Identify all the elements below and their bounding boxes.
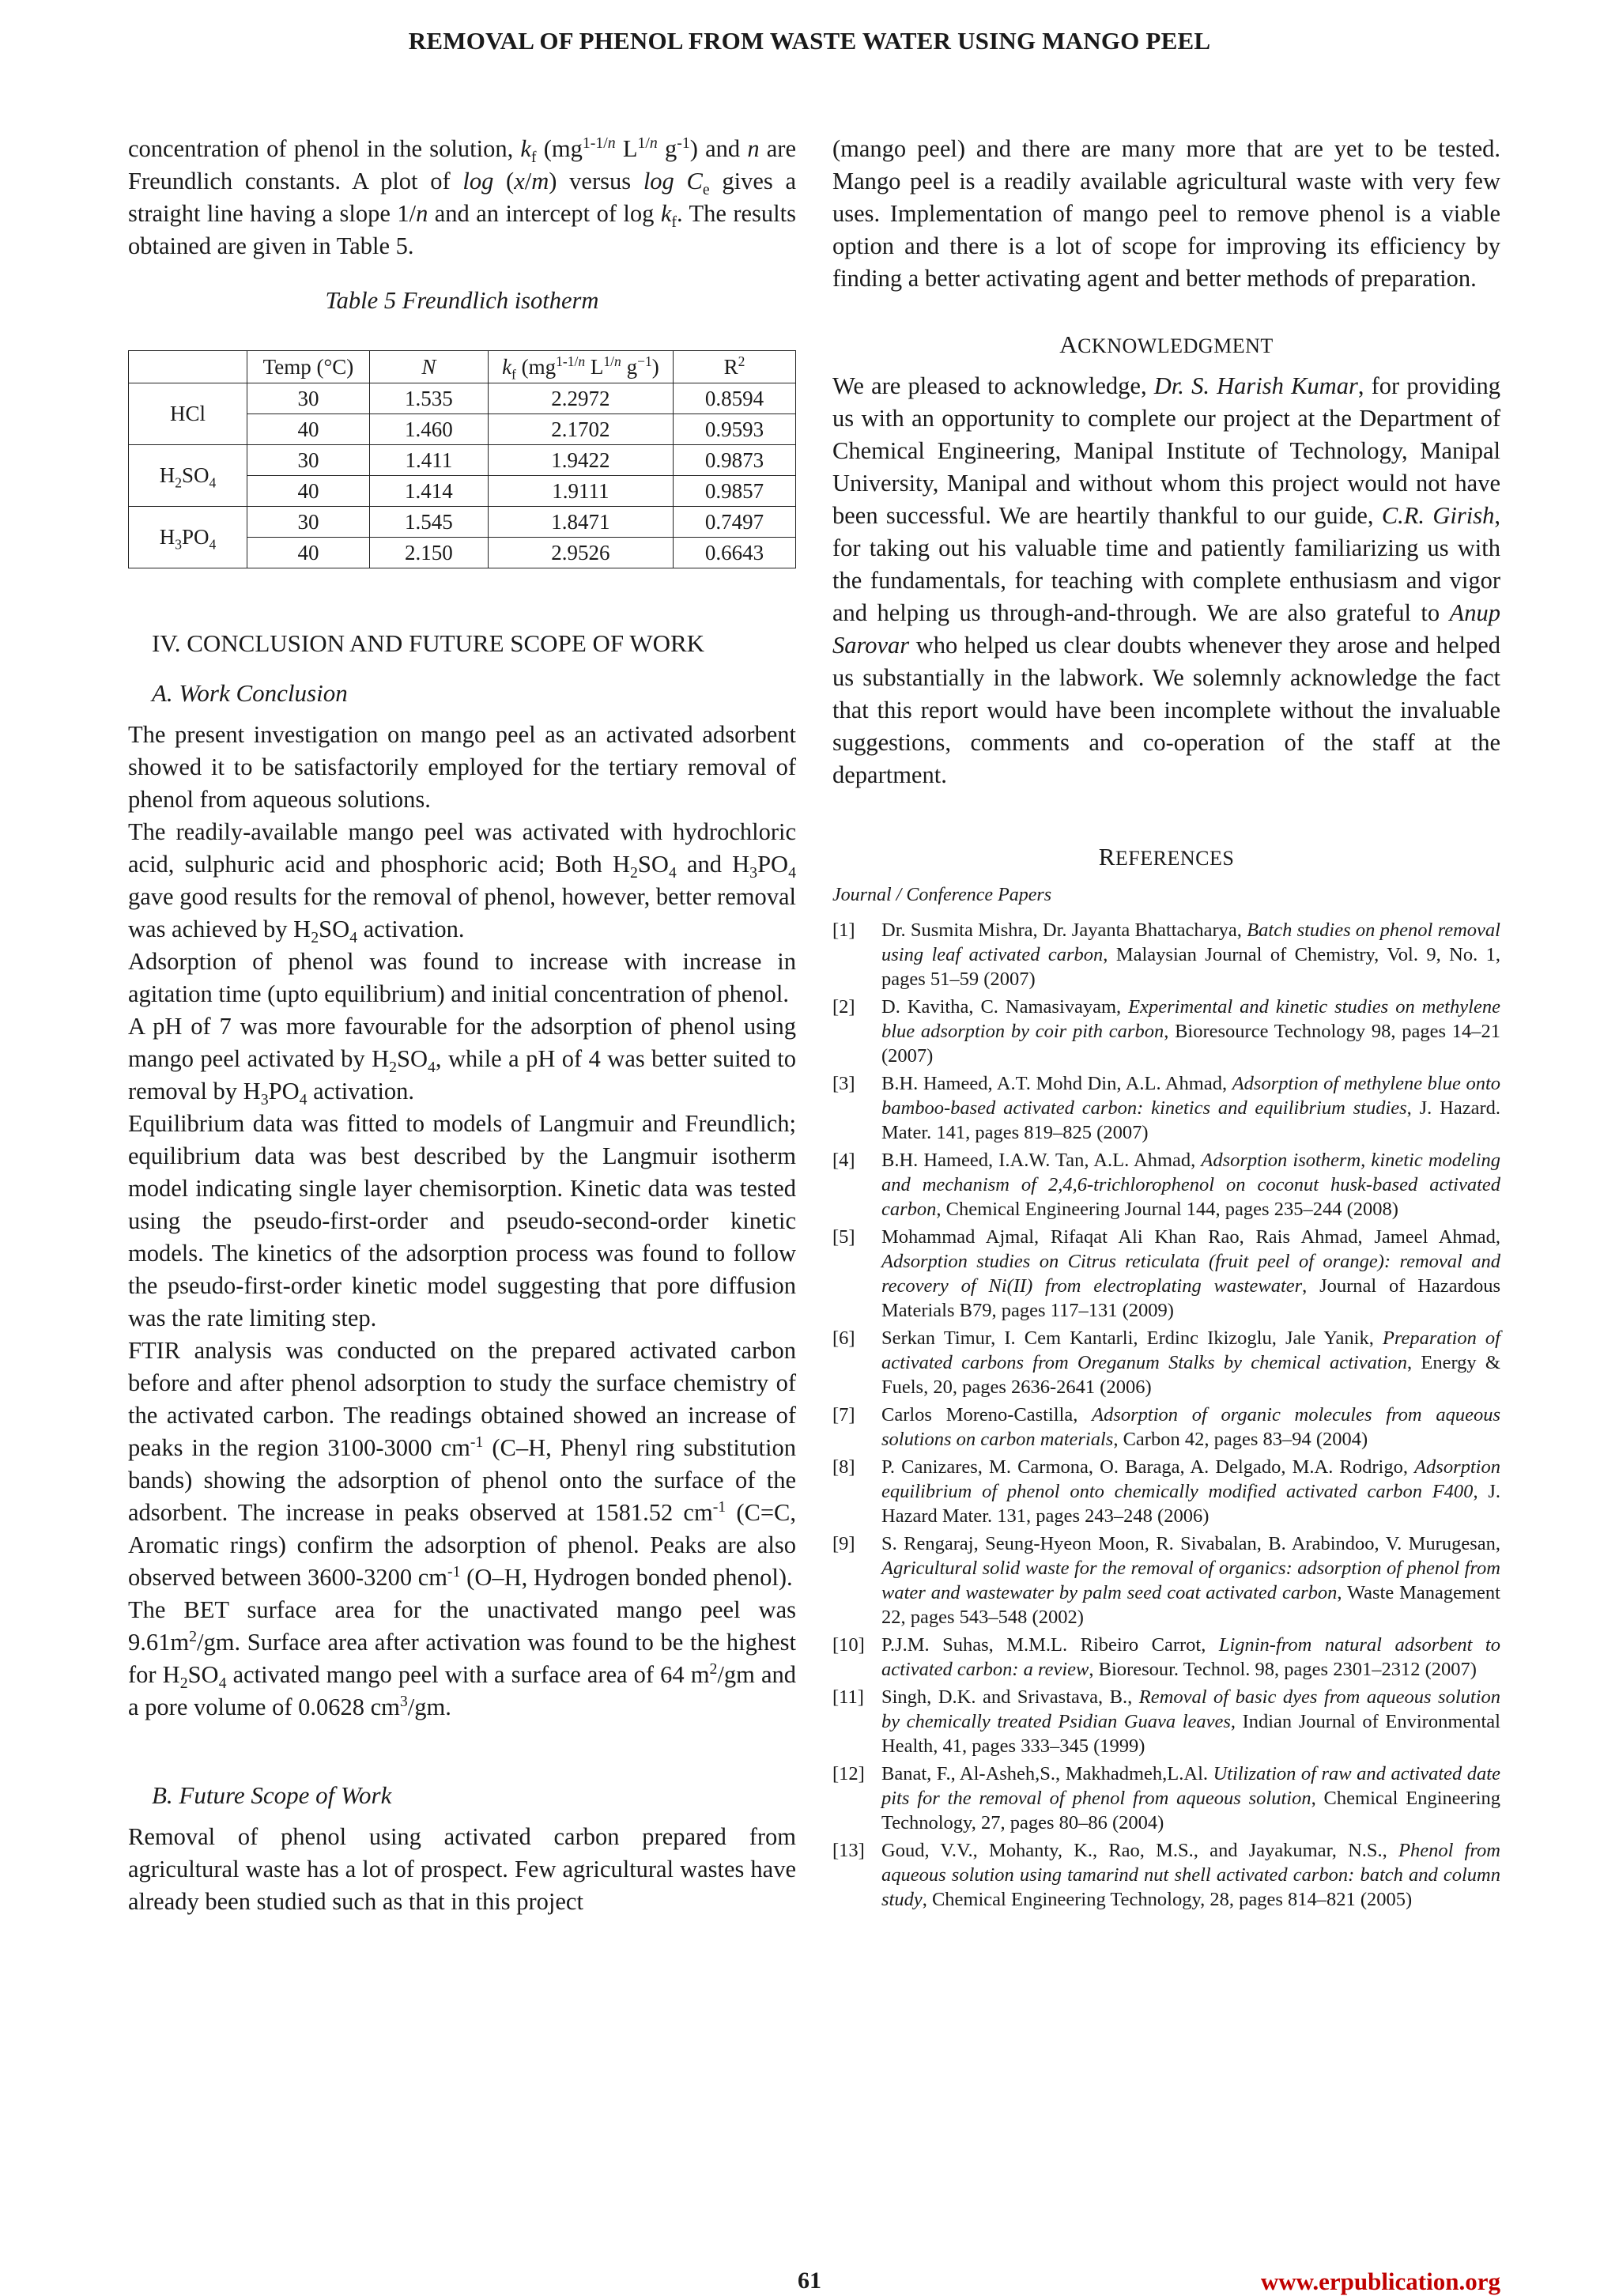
table-cell: 30 bbox=[247, 445, 370, 476]
reference-item bbox=[832, 1762, 1500, 1835]
acknowledgment-text: We are pleased to acknowledge, Dr. S. Harish Kumar, for providing us with an opportunity to complete our project at the Department of Chemical Engineering, Manipal Institute of Technology, Manipal University, Manipal and without whom this project would not have been successful. We are heartily thankful to our guide, C.R. Girish, for taking out his valuable time and patiently familiarizing us with the fundamentals, for teaching with complete enthusiasm and vigor and helping us through-and-through. We are also grateful to Anup Sarovar who helped us clear doubts whenever they arose and helped us substantially in the labwork. We solemnly acknowledge the fact that this report would have been incomplete without the invaluable suggestions, comments and co-operation of the staff at the department. bbox=[832, 372, 1500, 788]
reference-text: Carlos Moreno-Castilla, Adsorption of organic molecules from aqueous solutions on carbon materials, Carbon 42, pages 83–94 (2004) bbox=[881, 1404, 1501, 1450]
table-cell: 40 bbox=[247, 538, 370, 568]
reference-number: [6] bbox=[832, 1327, 855, 1349]
references-subheading: Journal / Conference Papers bbox=[832, 885, 1052, 905]
reference-item bbox=[832, 1148, 1500, 1222]
table-cell: 1.414 bbox=[369, 476, 488, 507]
reference-item bbox=[832, 995, 1500, 1068]
reference-number: [7] bbox=[832, 1404, 855, 1426]
intro-paragraph: concentration of phenol in the solution, $k_f$ ($mg^{1-1/n}$ $L^{1/n}$ $g^{-1}$) and n are Freundlich constants. A plot of log (x/m) versus $\log C_e$ gives a straight line having a slope 1/n and an intercept of $\log k_f$. The results obtained are given in Table 5. bbox=[128, 134, 796, 259]
reference-item bbox=[832, 1685, 1500, 1758]
table-row bbox=[129, 445, 796, 476]
future-paragraph-continued: (mango peel) and there are many more that are yet to be tested. Mango peel is a readily available agricultural waste with very few uses. Implementation of mango peel to remove phenol is a viable option and there is a lot of scope for improving its efficiency by finding a better activating agent and better methods of preparation. bbox=[832, 135, 1500, 292]
table-cell: 0.8594 bbox=[673, 383, 795, 414]
table-cell: 2.150 bbox=[369, 538, 488, 568]
table-cell-acid: HCl bbox=[129, 383, 247, 445]
reference-text: B.H. Hameed, I.A.W. Tan, A.L. Ahmad, Adsorption isotherm, kinetic modeling and mechanism of 2,4,6-trichlorophenol on coconut husk-based activated carbon, Chemical Engineering Journal 144, pages 235–244 (2008) bbox=[881, 1150, 1501, 1220]
reference-item bbox=[832, 918, 1500, 991]
table-row bbox=[129, 383, 796, 414]
conclusion-paragraph-7: The BET surface area for the unactivated mango peel was $9.61m^2/gm$. Surface area after activation was found to be the highest for $H_2SO_4$ activated mango peel with a surface area of 64 $m^2/gm$ and a pore volume of 0.0628 $cm^3/gm$. bbox=[128, 1596, 796, 1720]
table-cell: 40 bbox=[247, 476, 370, 507]
reference-item bbox=[832, 1633, 1500, 1682]
reference-number: [3] bbox=[832, 1073, 855, 1094]
reference-number: [11] bbox=[832, 1686, 864, 1708]
subsection-work-conclusion: A. Work Conclusion bbox=[152, 679, 348, 707]
section-heading-conclusion: IV. CONCLUSION AND FUTURE SCOPE OF WORK bbox=[152, 629, 705, 657]
reference-number: [13] bbox=[832, 1840, 865, 1861]
conclusion-paragraph-6: FTIR analysis was conducted on the prepared activated carbon before and after phenol adsorption to study the surface chemistry of the activated carbon. The readings obtained showed an increase of peaks in the region 3100-3000 $cm^{-1}$ (C–H, Phenyl ring substitution bands) showing the adsorption of phenol onto the surface of the adsorbent. The increase in peaks observed at 1581.52 $cm^{-1}$ (C=C, Aromatic rings) confirm the adsorption of phenol. Peaks are also observed between 3600-3200 $cm^{-1}$ (O–H, Hydrogen bonded phenol). bbox=[128, 1337, 797, 1591]
reference-item bbox=[832, 1455, 1500, 1528]
conclusion-paragraph-2: The readily-available mango peel was activated with hydrochloric acid, sulphuric acid and phosphoric acid; Both $H_2SO_4$ and $H_3PO_4$ gave good results for the removal of phenol, however, better removal was achieved by $H_2SO_4$ activation. bbox=[128, 818, 796, 947]
table-cell: 1.8471 bbox=[488, 507, 673, 538]
reference-number: [2] bbox=[832, 996, 855, 1018]
table-cell: 1.9111 bbox=[488, 476, 673, 507]
reference-number: [10] bbox=[832, 1634, 865, 1656]
table-cell: 40 bbox=[247, 414, 370, 445]
table-cell: 1.9422 bbox=[488, 445, 673, 476]
left-column bbox=[128, 133, 796, 1918]
references-heading: REFERENCES bbox=[1098, 843, 1235, 870]
conclusion-paragraph-3: Adsorption of phenol was found to increase with increase in agitation time (upto equilibrium) and initial concentration of phenol. bbox=[128, 948, 796, 1007]
subsection-future-scope: B. Future Scope of Work bbox=[152, 1781, 392, 1809]
reference-text: P.J.M. Suhas, M.M.L. Ribeiro Carrot, Lignin-from natural adsorbent to activated carbon: a review, Bioresour. Technol. 98, pages 2301–2312 (2007) bbox=[881, 1634, 1500, 1680]
conclusion-paragraph-4: A pH of 7 was more favourable for the adsorption of phenol using mango peel activated by $H_2SO_4$, while a pH of 4 was better suited to removal by $H_3PO_4$ activation. bbox=[128, 1013, 796, 1109]
reference-number: [5] bbox=[832, 1226, 855, 1248]
table-cell: 1.460 bbox=[369, 414, 488, 445]
table-cell: 1.411 bbox=[369, 445, 488, 476]
table-cell: 0.9873 bbox=[673, 445, 795, 476]
table-cell: 2.2972 bbox=[488, 383, 673, 414]
acknowledgment-heading: ACKNOWLEDGMENT bbox=[1059, 330, 1274, 358]
reference-number: [1] bbox=[832, 920, 855, 941]
page-number: 61 bbox=[798, 2268, 821, 2294]
table-cell: 30 bbox=[247, 383, 370, 414]
reference-number: [4] bbox=[832, 1150, 855, 1171]
reference-list bbox=[832, 918, 1500, 1912]
running-header: REMOVAL OF PHENOL FROM WASTE WATER USING MANGO PEEL bbox=[408, 27, 1211, 55]
header-acid bbox=[129, 351, 247, 383]
right-column bbox=[832, 133, 1500, 1915]
conclusion-paragraph-1: The present investigation on mango peel as an activated adsorbent showed it to be satisfactorily employed for the tertiary removal of phenol from aqueous solutions. bbox=[128, 721, 796, 813]
reference-item bbox=[832, 1071, 1500, 1145]
reference-text: Singh, D.K. and Srivastava, B., Removal of basic dyes from aqueous solution by chemically treated Psidian Guava leaves, Indian Journal of Environmental Health, 41, pages 333–345 (1999) bbox=[881, 1686, 1501, 1757]
table-cell: 30 bbox=[247, 507, 370, 538]
table-cell: 0.7497 bbox=[673, 507, 795, 538]
reference-text: Mohammad Ajmal, Rifaqat Ali Khan Rao, Rais Ahmad, Jameel Ahmad, Adsorption studies on Citrus reticulata (fruit peel of orange): removal and recovery of Ni(II) from electroplating wastewater, Journal of Hazardous Materials B79, pages 117–131 (2009) bbox=[881, 1226, 1500, 1321]
table-cell: 2.1702 bbox=[488, 414, 673, 445]
reference-text: S. Rengaraj, Seung-Hyeon Moon, R. Sivabalan, B. Arabindoo, V. Murugesan, Agricultural solid waste for the removal of organics: adsorption of phenol from water and wastewater by palm seed coat activated carbon, Waste Management 22, pages 543–548 (2002) bbox=[881, 1533, 1500, 1628]
header-n: N bbox=[369, 351, 488, 383]
table-cell: 0.9593 bbox=[673, 414, 795, 445]
reference-item bbox=[832, 1326, 1500, 1399]
conclusion-paragraph-5: Equilibrium data was fitted to models of Langmuir and Freundlich; equilibrium data was best described by the Langmuir isotherm model indicating single layer chemisorption. Kinetic data was tested using the pseudo-first-order and pseudo-second-order kinetic models. The kinetics of the adsorption process was found to follow the pseudo-first-order kinetic model suggesting that pore diffusion was the rate limiting step. bbox=[128, 1110, 796, 1331]
table-cell: 1.535 bbox=[369, 383, 488, 414]
header-temp: Temp (°C) bbox=[247, 351, 370, 383]
future-paragraph: Removal of phenol using activated carbon prepared from agricultural waste has a lot of prospect. Few agricultural wastes have already been studied such as that in this project bbox=[128, 1823, 796, 1915]
reference-number: [12] bbox=[832, 1763, 865, 1784]
reference-text: Banat, F., Al-Asheh,S., Makhadmeh,L.Al. Utilization of raw and activated date pits for the removal of phenol from aqueous solution, Chemical Engineering Technology, 27, pages 80–86 (2004) bbox=[881, 1763, 1500, 1833]
table-cell: 1.545 bbox=[369, 507, 488, 538]
table-cell-acid: $H_2SO_4$ bbox=[129, 445, 247, 507]
reference-item bbox=[832, 1531, 1500, 1629]
reference-text: Goud, V.V., Mohanty, K., Rao, M.S., and Jayakumar, N.S., Phenol from aqueous solution using tamarind nut shell activated carbon: batch and column study, Chemical Engineering Technology, 28, pages 814–821 (2005) bbox=[881, 1840, 1500, 1910]
table-cell: 0.6643 bbox=[673, 538, 795, 568]
table-cell: 2.9526 bbox=[488, 538, 673, 568]
header-r2: $R^2$ bbox=[673, 351, 795, 383]
header-kf: $k_f$ ($mg^{1-1/n}$ $L^{1/n}$ $g^{-1}$) bbox=[488, 351, 673, 383]
reference-number: [8] bbox=[832, 1456, 855, 1478]
table-header-row bbox=[129, 351, 796, 383]
reference-text: P. Canizares, M. Carmona, O. Baraga, A. Delgado, M.A. Rodrigo, Adsorption equilibrium of phenol onto chemically modified activated carbon F400, J. Hazard Mater. 131, pages 243–248 (2006) bbox=[881, 1456, 1500, 1527]
table-cell: 0.9857 bbox=[673, 476, 795, 507]
table-cell-acid: $H_3PO_4$ bbox=[129, 507, 247, 568]
reference-text: B.H. Hameed, A.T. Mohd Din, A.L. Ahmad, Adsorption of methylene blue onto bamboo-based activated carbon: kinetics and equilibrium studies, J. Hazard. Mater. 141, pages 819–825 (2007) bbox=[881, 1073, 1500, 1143]
freundlich-table bbox=[128, 350, 796, 568]
table-row bbox=[129, 507, 796, 538]
reference-text: Dr. Susmita Mishra, Dr. Jayanta Bhattacharya, Batch studies on phenol removal using leaf activated carbon, Malaysian Journal of Chemistry, Vol. 9, No. 1, pages 51–59 (2007) bbox=[881, 920, 1500, 990]
reference-text: D. Kavitha, C. Namasivayam, Experimental and kinetic studies on methylene blue adsorption by coir pith carbon, Bioresource Technology 98, pages 14–21 (2007) bbox=[881, 996, 1500, 1067]
reference-item bbox=[832, 1403, 1500, 1452]
reference-item bbox=[832, 1838, 1500, 1912]
reference-text: Serkan Timur, I. Cem Kantarli, Erdinc Ikizoglu, Jale Yanik, Preparation of activated carbons from Oreganum Stalks by chemical activation, Energy & Fuels, 20, pages 2636-2641 (2006) bbox=[881, 1327, 1500, 1398]
reference-number: [9] bbox=[832, 1533, 855, 1554]
footer-url-link[interactable]: www.erpublication.org bbox=[1260, 2268, 1500, 2295]
table-caption: Table 5 Freundlich isotherm bbox=[325, 287, 599, 314]
reference-item bbox=[832, 1225, 1500, 1323]
